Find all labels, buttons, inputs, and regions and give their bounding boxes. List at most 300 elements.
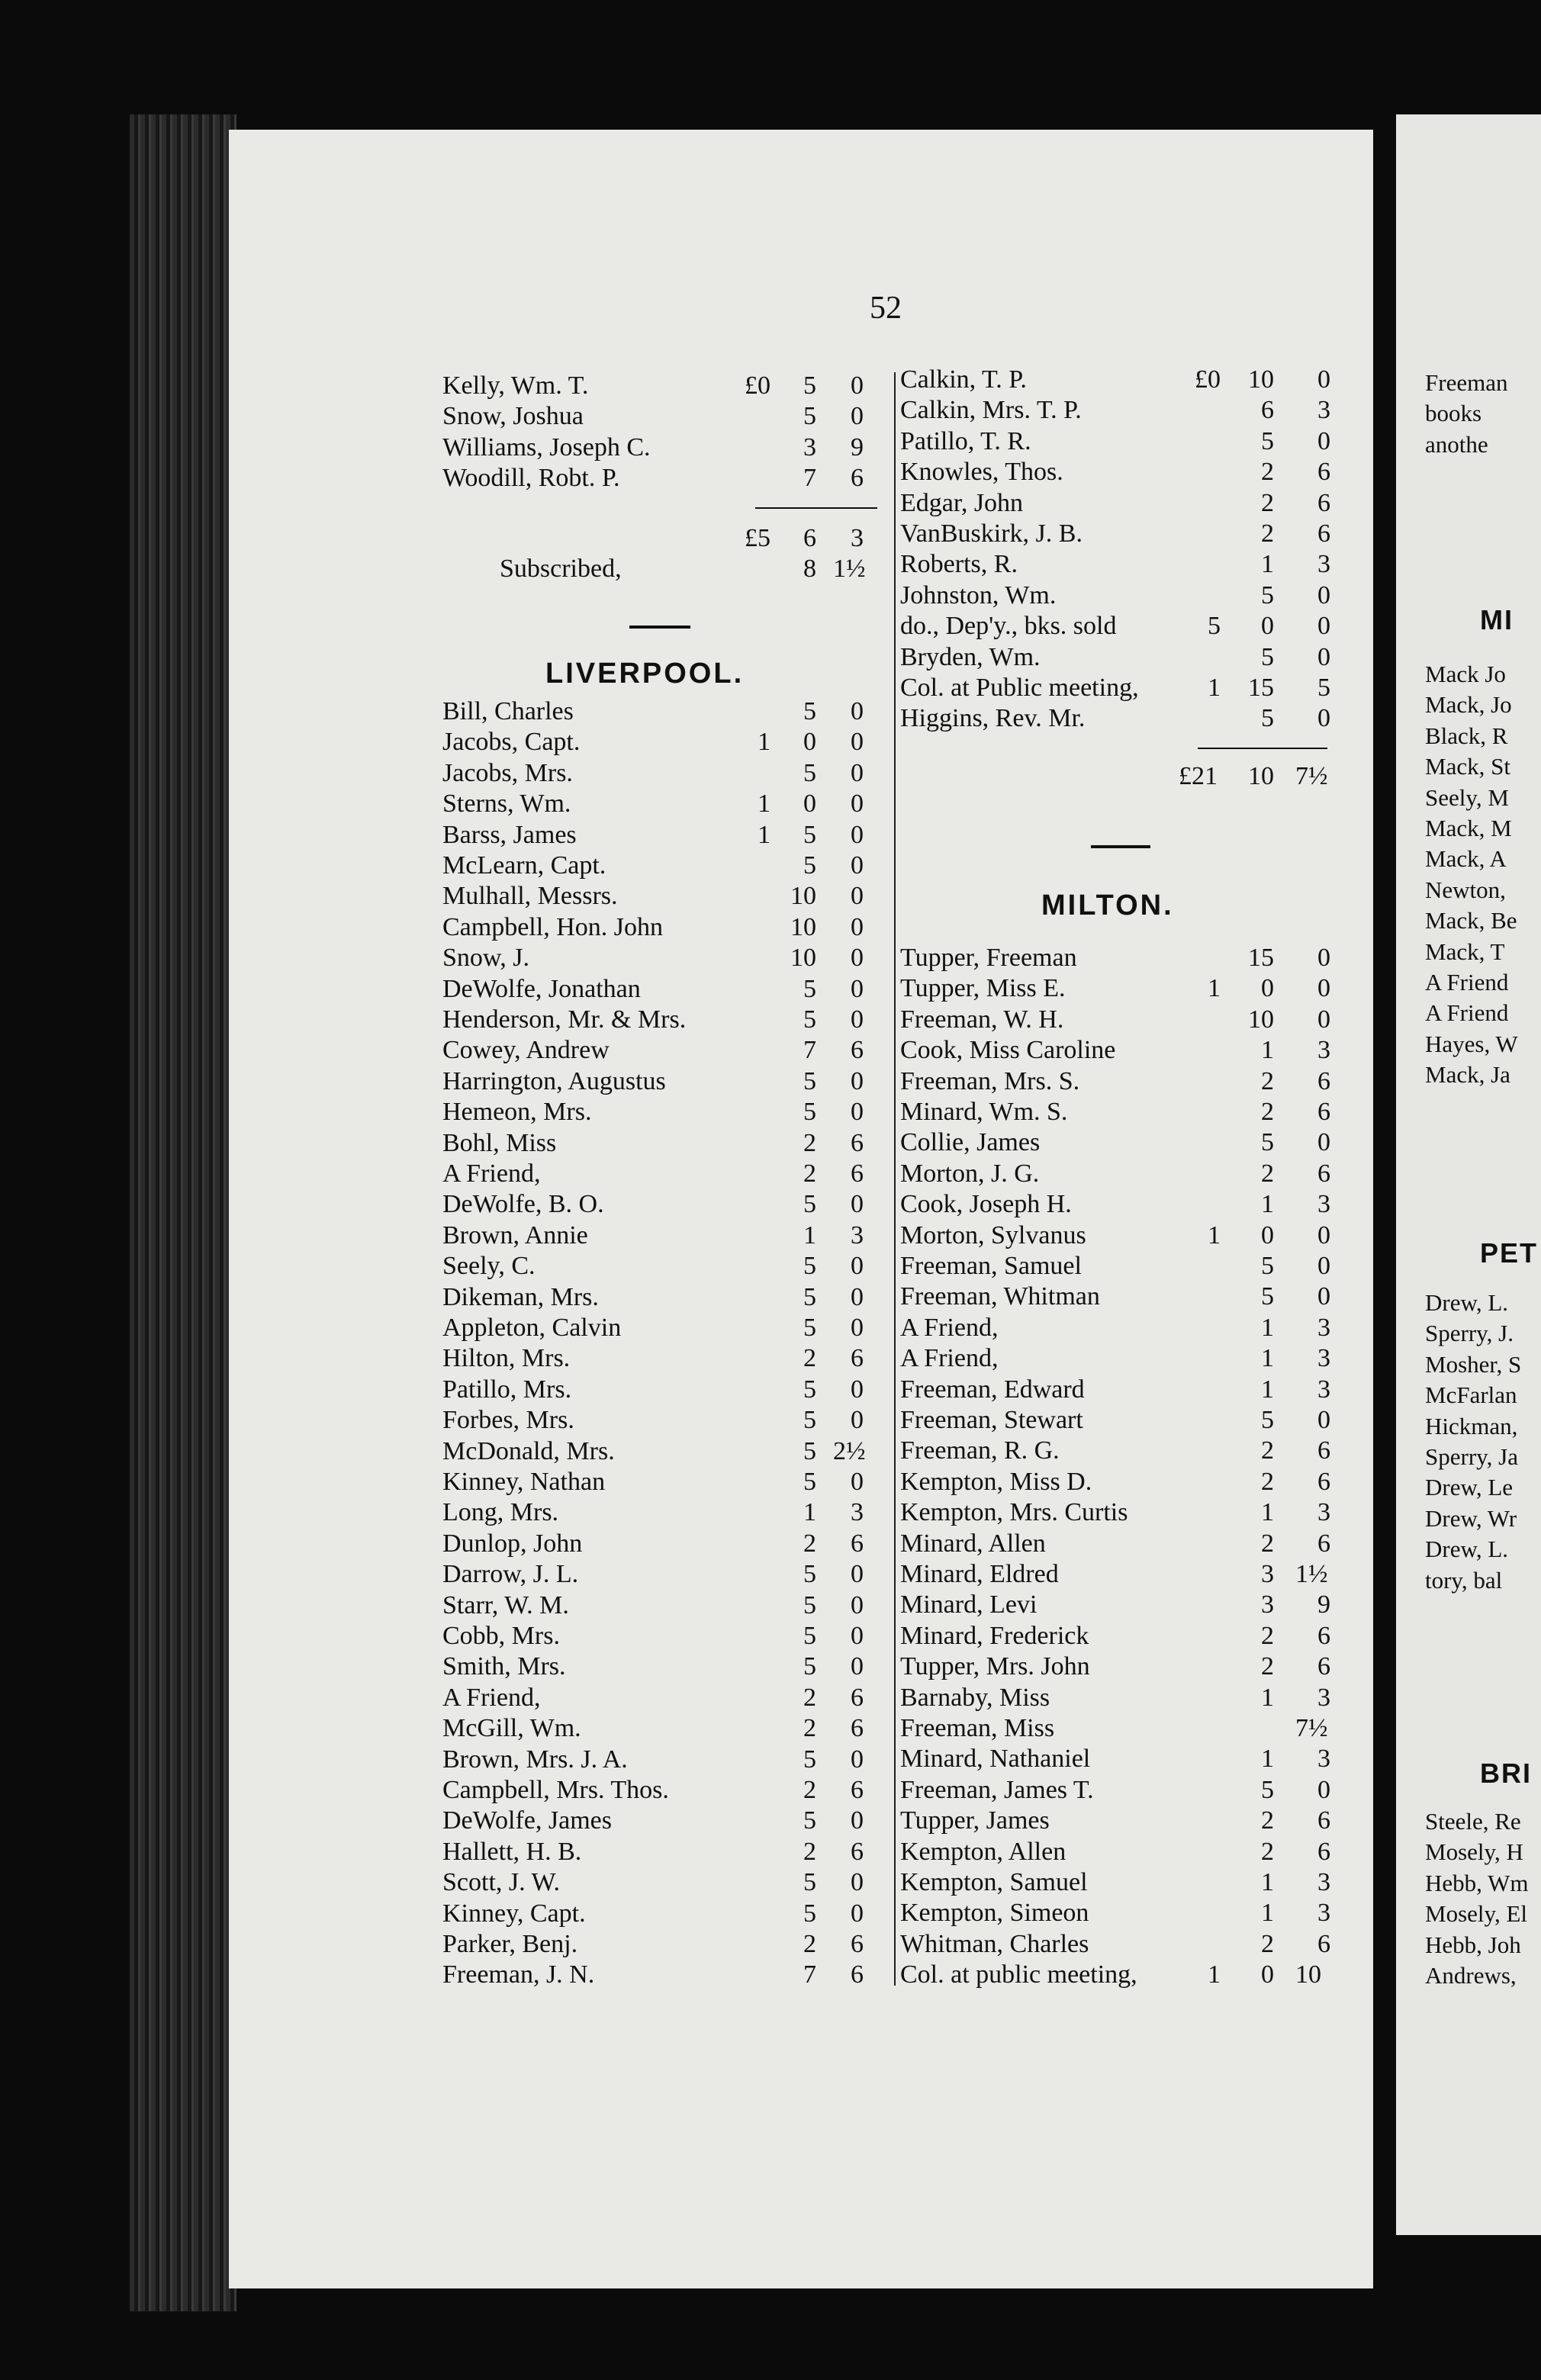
left-total-pence: 3 — [851, 524, 864, 552]
contributor-name: Edgar, John — [900, 488, 1024, 517]
contributor-name: Woodill, Robt. P. — [442, 464, 620, 493]
amount-pence: 6 — [851, 1714, 864, 1743]
contributor-name: Henderson, Mr. & Mrs. — [442, 1005, 687, 1034]
contributor-name: A Friend, — [900, 1313, 999, 1342]
amount-shillings: 5 — [803, 1190, 816, 1219]
amount-pence: 6 — [1317, 1066, 1330, 1095]
amount-pence: 6 — [1317, 1467, 1330, 1496]
contributor-name: Higgins, Rev. Mr. — [900, 704, 1086, 733]
amount-pence: 0 — [851, 974, 864, 1003]
amount-pence: 6 — [1317, 1621, 1330, 1650]
amount-pence: 3 — [1317, 1868, 1330, 1896]
contributor-name: Dunlop, John — [442, 1529, 583, 1558]
amount-pence: 6 — [851, 1683, 864, 1712]
amount-pounds: £0 — [745, 371, 770, 400]
amount-pence: 3 — [1317, 1344, 1330, 1373]
contributor-name: Freeman, J. N. — [442, 1960, 595, 1989]
amount-shillings: 5 — [803, 851, 816, 880]
amount-pounds: £0 — [1195, 365, 1221, 394]
amount-shillings: 5 — [803, 1252, 816, 1281]
amount-shillings: 5 — [803, 1560, 816, 1589]
subscribed-pence: 1½ — [833, 555, 866, 583]
amount-shillings: 2 — [1261, 519, 1274, 548]
adjacent-line: A Friend — [1425, 999, 1509, 1027]
contributor-name: do., Dep'y., bks. sold — [900, 612, 1117, 641]
amount-pounds: 1 — [758, 790, 770, 819]
adjacent-page — [1396, 114, 1541, 2235]
adjacent-line: Freeman — [1425, 369, 1508, 396]
left-total-shillings: 6 — [803, 524, 816, 552]
amount-pounds: 1 — [1208, 1221, 1221, 1250]
contributor-name: Snow, J. — [442, 944, 529, 973]
contributor-name: Tupper, Freeman — [900, 944, 1077, 972]
amount-pence: 0 — [851, 1560, 864, 1589]
amount-pence: 6 — [851, 1344, 864, 1373]
amount-shillings: 1 — [1261, 1745, 1274, 1774]
amount-shillings: 5 — [803, 1899, 816, 1928]
adjacent-line: Mack, Jo — [1425, 691, 1512, 719]
amount-pence: 0 — [851, 1406, 864, 1435]
amount-shillings: 1 — [803, 1498, 816, 1527]
adjacent-line: Steele, Re — [1425, 1808, 1521, 1835]
contributor-name: Barnaby, Miss — [900, 1683, 1050, 1712]
amount-pence: 0 — [851, 1066, 864, 1095]
amount-pence: 6 — [851, 464, 864, 493]
amount-pence: 3 — [1317, 1190, 1330, 1219]
amount-pence: 6 — [1317, 1806, 1330, 1835]
amount-shillings: 15 — [1248, 944, 1274, 972]
amount-shillings: 2 — [1261, 1529, 1274, 1558]
adjacent-line: Mack, T — [1425, 938, 1505, 965]
amount-pence: 0 — [1317, 1221, 1330, 1250]
amount-shillings: 5 — [1261, 1252, 1274, 1280]
contributor-name: Kempton, Simeon — [900, 1899, 1089, 1928]
amount-pence: 9 — [851, 433, 864, 462]
contributor-name: Kinney, Capt. — [442, 1899, 586, 1928]
amount-pence: 6 — [851, 1837, 864, 1866]
contributor-name: Kempton, Miss D. — [900, 1467, 1092, 1496]
amount-shillings: 5 — [803, 402, 816, 431]
amount-shillings: 5 — [803, 1436, 816, 1465]
amount-pence: 0 — [1317, 365, 1330, 394]
adjacent-line: McFarlan — [1425, 1381, 1517, 1409]
amount-shillings: 5 — [803, 1868, 816, 1897]
contributor-name: Morton, Sylvanus — [900, 1221, 1086, 1250]
amount-pence: 6 — [1317, 1529, 1330, 1558]
amount-pence: 3 — [1317, 1683, 1330, 1712]
amount-pounds: 1 — [758, 728, 770, 757]
contributor-name: Freeman, R. G. — [900, 1436, 1060, 1465]
amount-shillings: 15 — [1248, 674, 1274, 702]
amount-pence: 0 — [1317, 944, 1330, 972]
adjacent-heading: BRI — [1480, 1758, 1532, 1789]
adjacent-line: A Friend — [1425, 969, 1509, 995]
contributor-name: Collie, James — [900, 1128, 1041, 1157]
amount-pence: 6 — [1317, 519, 1330, 548]
contributor-name: Brown, Mrs. J. A. — [442, 1745, 628, 1774]
contributor-name: Minard, Wm. S. — [900, 1098, 1068, 1126]
amount-shillings: 5 — [803, 697, 816, 725]
contributor-name: Cook, Joseph H. — [900, 1190, 1072, 1219]
amount-pence: 6 — [1317, 1929, 1330, 1958]
contributor-name: DeWolfe, Jonathan — [442, 974, 641, 1003]
contributor-name: Freeman, W. H. — [900, 1005, 1064, 1034]
contributor-name: Sterns, Wm. — [442, 790, 571, 819]
amount-shillings: 5 — [803, 1590, 816, 1619]
contributor-name: Snow, Joshua — [442, 402, 584, 431]
amount-pence: 0 — [851, 1252, 864, 1281]
contributor-name: Freeman, Stewart — [900, 1406, 1083, 1434]
amount-shillings: 1 — [1261, 1190, 1274, 1219]
amount-pence: 0 — [851, 1899, 864, 1928]
amount-shillings: 5 — [803, 1652, 816, 1681]
amount-pence: 0 — [851, 697, 864, 725]
amount-shillings: 2 — [803, 1930, 816, 1958]
amount-pence: 6 — [851, 1036, 864, 1065]
amount-shillings: 5 — [803, 1098, 816, 1127]
amount-pence: 0 — [1317, 581, 1330, 609]
contributor-name: Minard, Allen — [900, 1529, 1046, 1558]
amount-pence: 0 — [851, 1282, 864, 1311]
amount-shillings: 2 — [1261, 1066, 1274, 1095]
contributor-name: Bohl, Miss — [442, 1128, 557, 1157]
amount-pence: 6 — [1317, 1436, 1330, 1465]
amount-shillings: 2 — [1261, 1652, 1274, 1681]
amount-shillings: 5 — [803, 1314, 816, 1342]
amount-pence: 0 — [851, 728, 864, 757]
contributor-name: Tupper, Mrs. John — [900, 1652, 1090, 1681]
liverpool-heading: LIVERPOOL. — [545, 658, 745, 690]
adjacent-line: Seely, M — [1425, 783, 1509, 811]
amount-shillings: 2 — [1261, 458, 1274, 487]
amount-pence: 0 — [851, 1652, 864, 1681]
adjacent-line: Mosely, El — [1425, 1900, 1528, 1928]
adjacent-line: Hebb, Joh — [1425, 1931, 1521, 1958]
amount-pence: 3 — [1317, 550, 1330, 579]
contributor-name: Hemeon, Mrs. — [442, 1098, 592, 1127]
amount-shillings: 3 — [1261, 1560, 1274, 1588]
contributor-name: A Friend, — [900, 1344, 999, 1373]
adjacent-line: Mosely, H — [1425, 1838, 1523, 1866]
amount-shillings: 5 — [803, 1005, 816, 1034]
amount-pence: 0 — [851, 1468, 864, 1496]
amount-pounds: 5 — [1208, 612, 1221, 641]
amount-pence: 0 — [1317, 612, 1330, 641]
amount-shillings: 2 — [1261, 488, 1274, 517]
amount-pence: 2½ — [833, 1436, 866, 1465]
adjacent-line: Drew, L. — [1425, 1289, 1509, 1316]
adjacent-line: Sperry, J. — [1425, 1320, 1514, 1347]
contributor-name: Campbell, Hon. John — [442, 912, 663, 941]
contributor-name: Starr, W. M. — [442, 1590, 569, 1619]
contributor-name: Darrow, J. L. — [442, 1560, 579, 1589]
amount-pence: 0 — [1317, 1128, 1330, 1157]
contributor-name: Barss, James — [442, 820, 577, 849]
contributor-name: Minard, Frederick — [900, 1621, 1089, 1650]
contributor-name: Freeman, Edward — [900, 1375, 1085, 1404]
contributor-name: Morton, J. G. — [900, 1159, 1040, 1188]
adjacent-line: Drew, Le — [1425, 1474, 1514, 1501]
amount-pence: 0 — [851, 1005, 864, 1034]
contributor-name: Roberts, R. — [900, 550, 1018, 579]
contributor-name: Freeman, Whitman — [900, 1282, 1100, 1311]
amount-pence: 3 — [1317, 396, 1330, 425]
amount-shillings: 5 — [803, 1282, 816, 1311]
amount-shillings: 2 — [1261, 1837, 1274, 1866]
amount-shillings: 5 — [1261, 704, 1274, 733]
contributor-name: Freeman, Mrs. S. — [900, 1066, 1080, 1095]
contributor-name: Seely, C. — [442, 1252, 536, 1281]
contributor-name: Mulhall, Messrs. — [442, 882, 618, 911]
contributor-name: Cowey, Andrew — [442, 1036, 610, 1065]
contributor-name: Bill, Charles — [442, 697, 574, 725]
amount-pence: 6 — [1317, 1652, 1330, 1681]
amount-pence: 0 — [1317, 1406, 1330, 1434]
milton-heading: MILTON. — [1041, 889, 1174, 921]
amount-shillings: 5 — [803, 1406, 816, 1435]
contributor-name: Hilton, Mrs. — [442, 1344, 571, 1373]
amount-pounds: 1 — [1208, 1960, 1221, 1989]
amount-pence: 9 — [1317, 1590, 1330, 1619]
contributor-name: Kempton, Mrs. Curtis — [900, 1498, 1128, 1527]
amount-pence: 6 — [851, 1128, 864, 1157]
amount-shillings: 6 — [1261, 396, 1274, 425]
amount-shillings: 2 — [1261, 1621, 1274, 1650]
amount-shillings: 1 — [1261, 1899, 1274, 1928]
amount-shillings: 5 — [803, 1745, 816, 1774]
adjacent-line: Newton, — [1425, 876, 1506, 903]
amount-pence: 10 — [1295, 1960, 1321, 1989]
amount-shillings: 1 — [1261, 550, 1274, 579]
amount-shillings: 2 — [1261, 1929, 1274, 1958]
amount-shillings: 3 — [1261, 1590, 1274, 1619]
amount-pence: 3 — [851, 1221, 864, 1250]
amount-pence: 7½ — [1295, 1714, 1328, 1742]
amount-shillings: 7 — [803, 464, 816, 493]
amount-pence: 0 — [851, 944, 864, 973]
amount-shillings: 0 — [1261, 974, 1274, 1003]
amount-pence: 5 — [1317, 674, 1330, 702]
amount-shillings: 5 — [803, 820, 816, 849]
amount-pence: 3 — [1317, 1313, 1330, 1342]
contributor-name: Hallett, H. B. — [442, 1837, 582, 1866]
adjacent-line: Mack, M — [1425, 815, 1512, 841]
contributor-name: Col. at public meeting, — [900, 1960, 1137, 1989]
amount-pence: 6 — [1317, 1837, 1330, 1866]
adjacent-line: Hebb, Wm — [1425, 1869, 1529, 1896]
amount-pence: 6 — [1317, 458, 1330, 487]
contributor-name: Harrington, Augustus — [442, 1066, 666, 1095]
contributor-name: McGill, Wm. — [442, 1714, 581, 1743]
contributor-name: Freeman, James T. — [900, 1775, 1094, 1804]
amount-pence: 3 — [851, 1498, 864, 1527]
contributor-name: Tupper, James — [900, 1806, 1050, 1835]
contributor-name: Dikeman, Mrs. — [442, 1282, 599, 1311]
right-total-pence: 7½ — [1295, 762, 1328, 790]
amount-pence: 1½ — [1295, 1560, 1328, 1588]
amount-pence: 3 — [1317, 1375, 1330, 1404]
amount-pence: 0 — [851, 1745, 864, 1774]
page-number: 52 — [870, 291, 902, 326]
adjacent-line: Drew, L. — [1425, 1536, 1509, 1563]
contributor-name: Kinney, Nathan — [442, 1468, 606, 1496]
amount-pence: 0 — [851, 851, 864, 880]
contributor-name: Patillo, T. R. — [900, 426, 1031, 455]
amount-shillings: 0 — [1261, 1221, 1274, 1250]
contributor-name: Patillo, Mrs. — [442, 1375, 572, 1404]
contributor-name: Tupper, Miss E. — [900, 974, 1066, 1003]
contributor-name: DeWolfe, B. O. — [442, 1190, 604, 1219]
amount-shillings: 0 — [803, 790, 816, 819]
amount-shillings: 10 — [1248, 1005, 1274, 1034]
contributor-name: Johnston, Wm. — [900, 581, 1057, 609]
amount-shillings: 5 — [1261, 642, 1274, 671]
amount-pounds: 1 — [1208, 974, 1221, 1003]
contributor-name: Kelly, Wm. T. — [442, 371, 589, 400]
contributor-name: Knowles, Thos. — [900, 458, 1063, 487]
amount-shillings: 5 — [1261, 1128, 1274, 1157]
contributor-name: Kempton, Allen — [900, 1837, 1066, 1866]
amount-pence: 3 — [1317, 1036, 1330, 1065]
adjacent-line: Mack, A — [1425, 845, 1507, 873]
contributor-name: Parker, Benj. — [442, 1930, 578, 1958]
contributor-name: Jacobs, Mrs. — [442, 758, 573, 787]
contributor-name: Freeman, Miss — [900, 1714, 1055, 1742]
amount-shillings: 1 — [1261, 1683, 1274, 1712]
amount-shillings: 7 — [803, 1036, 816, 1065]
contributor-name: Jacobs, Capt. — [442, 728, 581, 757]
amount-pence: 0 — [1317, 1282, 1330, 1311]
amount-pounds: 1 — [758, 820, 770, 849]
contributor-name: Calkin, T. P. — [900, 365, 1027, 394]
contributor-name: Cobb, Mrs. — [442, 1622, 560, 1650]
amount-shillings: 5 — [1261, 426, 1274, 455]
amount-pence: 0 — [851, 1590, 864, 1619]
amount-shillings: 2 — [803, 1714, 816, 1743]
contributor-name: McDonald, Mrs. — [442, 1436, 615, 1465]
amount-shillings: 1 — [1261, 1036, 1274, 1065]
amount-shillings: 5 — [1261, 581, 1274, 609]
contributor-name: Minard, Nathaniel — [900, 1745, 1091, 1774]
contributor-name: VanBuskirk, J. B. — [900, 519, 1083, 548]
adjacent-line: Mack Jo — [1425, 661, 1506, 687]
contributor-name: Appleton, Calvin — [442, 1314, 622, 1342]
amount-pence: 0 — [851, 912, 864, 941]
right-total-pounds: £21 — [1179, 762, 1218, 790]
amount-shillings: 5 — [803, 1375, 816, 1404]
amount-shillings: 5 — [803, 1468, 816, 1496]
amount-pence: 0 — [851, 1806, 864, 1835]
amount-shillings: 10 — [790, 882, 816, 911]
contributor-name: Brown, Annie — [442, 1221, 588, 1250]
amount-pence: 6 — [1317, 488, 1330, 517]
amount-pounds: 1 — [1208, 674, 1221, 702]
amount-pence: 0 — [851, 1868, 864, 1897]
amount-pence: 0 — [851, 371, 864, 400]
amount-pence: 3 — [1317, 1899, 1330, 1928]
amount-shillings: 1 — [1261, 1498, 1274, 1527]
contributor-name: A Friend, — [442, 1159, 541, 1188]
amount-shillings: 2 — [1261, 1806, 1274, 1835]
amount-shillings: 5 — [803, 371, 816, 400]
amount-shillings: 0 — [1261, 612, 1274, 641]
amount-shillings: 1 — [1261, 1344, 1274, 1373]
adjacent-line: Andrews, — [1425, 1962, 1517, 1989]
right-total-shillings: 10 — [1248, 762, 1274, 790]
amount-pence: 0 — [851, 758, 864, 787]
amount-pence: 0 — [851, 1098, 864, 1127]
amount-shillings: 5 — [1261, 1406, 1274, 1434]
contributor-name: Minard, Eldred — [900, 1560, 1059, 1588]
contributor-name: Freeman, Samuel — [900, 1252, 1082, 1280]
amount-pence: 0 — [851, 882, 864, 911]
amount-shillings: 5 — [1261, 1282, 1274, 1311]
contributor-name: Scott, J. W. — [442, 1868, 560, 1897]
amount-pence: 6 — [851, 1930, 864, 1958]
amount-shillings: 2 — [803, 1344, 816, 1373]
contributor-name: Minard, Levi — [900, 1590, 1038, 1619]
amount-pence: 0 — [851, 402, 864, 431]
amount-pence: 6 — [1317, 1159, 1330, 1188]
adjacent-line: Sperry, Ja — [1425, 1443, 1518, 1470]
adjacent-line: Mack, St — [1425, 753, 1510, 780]
contributor-name: McLearn, Capt. — [442, 851, 606, 880]
amount-shillings: 1 — [803, 1221, 816, 1250]
adjacent-line: books — [1425, 400, 1482, 427]
amount-pence: 3 — [1317, 1745, 1330, 1774]
contributor-name: DeWolfe, James — [442, 1806, 612, 1835]
amount-pence: 0 — [851, 1190, 864, 1219]
amount-shillings: 2 — [1261, 1467, 1274, 1496]
contributor-name: Kempton, Samuel — [900, 1868, 1088, 1896]
amount-shillings: 0 — [803, 728, 816, 757]
amount-shillings: 5 — [803, 1066, 816, 1095]
amount-pence: 0 — [851, 790, 864, 819]
amount-shillings: 2 — [1261, 1159, 1274, 1188]
amount-shillings: 10 — [1248, 365, 1274, 394]
amount-shillings: 10 — [790, 944, 816, 973]
contributor-name: Forbes, Mrs. — [442, 1406, 574, 1435]
amount-shillings: 1 — [1261, 1313, 1274, 1342]
amount-pence: 6 — [1317, 1098, 1330, 1126]
subscribed-label: Subscribed, — [500, 555, 622, 583]
adjacent-line: Mack, Be — [1425, 907, 1517, 934]
amount-shillings: 5 — [803, 1622, 816, 1650]
amount-pence: 0 — [1317, 426, 1330, 455]
amount-shillings: 7 — [803, 1960, 816, 1989]
contributor-name: Campbell, Mrs. Thos. — [442, 1776, 669, 1804]
contributor-name: Bryden, Wm. — [900, 642, 1041, 671]
adjacent-line: Mosher, S — [1425, 1350, 1522, 1378]
amount-shillings: 5 — [803, 1806, 816, 1835]
contributor-name: Williams, Joseph C. — [442, 433, 651, 462]
contributor-name: Whitman, Charles — [900, 1929, 1089, 1958]
amount-pence: 0 — [1317, 1005, 1330, 1034]
amount-shillings: 0 — [1261, 1960, 1274, 1989]
amount-pence: 0 — [851, 1375, 864, 1404]
amount-shillings: 1 — [1261, 1375, 1274, 1404]
amount-pence: 0 — [1317, 1775, 1330, 1804]
adjacent-line: tory, bal — [1425, 1566, 1503, 1594]
adjacent-line: Hayes, W — [1425, 1030, 1518, 1057]
adjacent-line: Mack, Ja — [1425, 1061, 1510, 1089]
contributor-name: Long, Mrs. — [442, 1498, 559, 1527]
amount-pence: 0 — [1317, 704, 1330, 733]
amount-pence: 6 — [851, 1776, 864, 1804]
adjacent-line: Black, R — [1425, 722, 1508, 749]
amount-pence: 6 — [851, 1529, 864, 1558]
amount-shillings: 2 — [803, 1159, 816, 1188]
